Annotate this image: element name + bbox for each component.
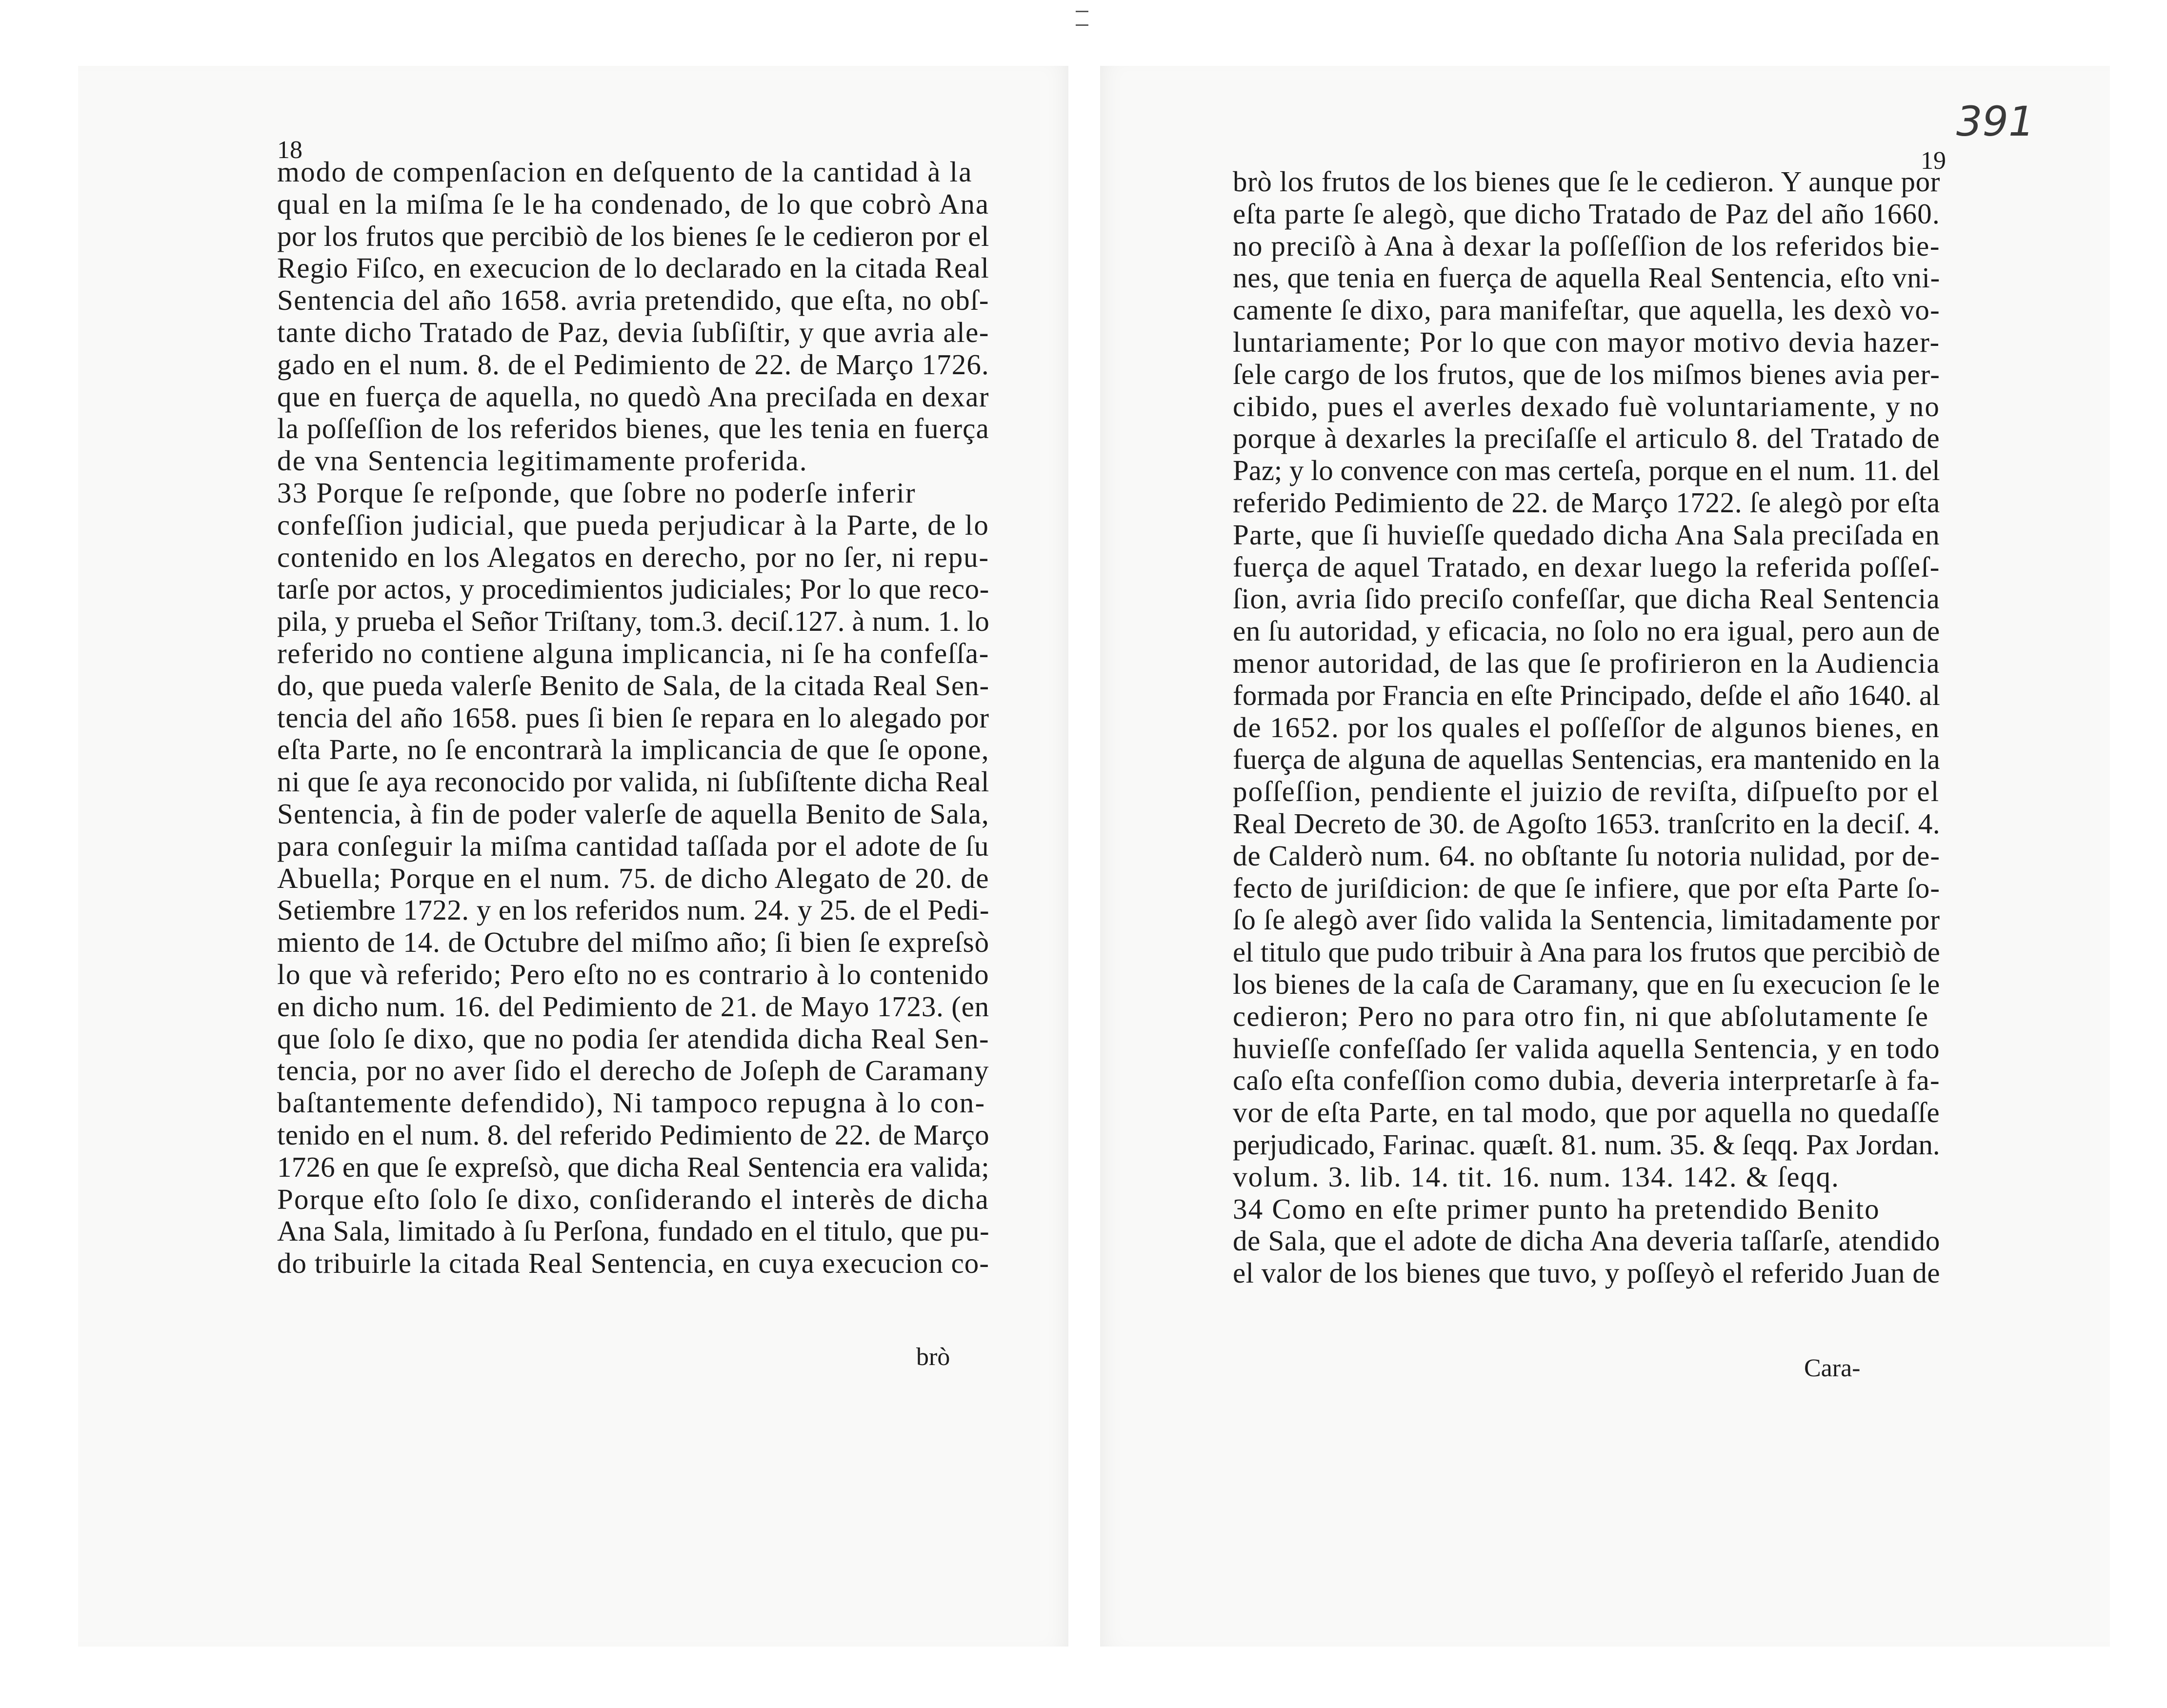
text-line: nes, que tenia en fuerça de aquella Real Sentencia, eſto vni- [1233,261,1940,294]
text-line: Sentencia del año 1658. avria pretendido, que eſta, no obſ- [277,284,989,317]
text-line: fuerça de alguna de aquellas Sentencias, era mantenido en la [1233,743,1940,776]
text-line: perjudicado, Farinac. quæſt. 81. num. 35. & ſeqq. Pax Jordan. [1233,1128,1940,1161]
text-line: porque à dexarles la preciſaſſe el articulo 8. del Tratado de [1233,422,1940,455]
text-line: 33 Porque ſe reſponde, que ſobre no poderſe inferir [277,476,916,509]
text-line: volum. 3. lib. 14. tit. 16. num. 134. 142. & ſeqq. [1233,1160,1840,1193]
text-line: miento de 14. de Octubre del miſmo año; ſi bien ſe expreſsò [277,926,989,959]
text-line: 34 Como en eſte primer punto ha pretendido Benito [1233,1192,1880,1225]
text-line: Setiembre 1722. y en los referidos num. 24. y 25. de el Pedi- [277,894,989,926]
handwritten-folio-number: 391 [1956,98,2035,145]
text-line: do tribuirle la citada Real Sentencia, en cuya execucion co- [277,1247,989,1280]
text-line: huvieſſe confeſſado ſer valida aquella Sentencia, y en todo [1233,1032,1940,1065]
text-line: ſo ſe alegò aver ſido valida la Sentencia, limitadamente por [1233,904,1940,936]
text-line: tante dicho Tratado de Paz, devia ſubſiſtir, y que avria ale- [277,316,989,348]
text-line: confeſſion judicial, que pueda perjudicar à la Parte, de lo [277,508,989,541]
text-line: tenido en el num. 8. del referido Pedimiento de 22. de Março [277,1118,989,1151]
text-line: de Calderò num. 64. no obſtante ſu notoria nulidad, por de- [1233,839,1940,872]
right-page-number: 19 [1921,147,1946,175]
left-page-number: 18 [277,136,302,164]
text-line: el valor de los bienes que tuvo, y poſſeyò el referido Juan de [1233,1257,1940,1289]
text-line: baſtantemente defendido), Ni tampoco repugna à lo con- [277,1086,986,1119]
text-line: fecto de juriſdicion: de que ſe infiere, que por eſta Parte ſo- [1233,871,1940,904]
text-line: luntariamente; Por lo que con mayor motivo devia hazer- [1233,325,1940,358]
text-line: Real Decreto de 30. de Agoſto 1653. tranſcrito en la deciſ. 4. [1233,807,1940,840]
text-line: ſele cargo de los frutos, que de los miſmos bienes avia per- [1233,358,1940,390]
gutter-mark [1076,11,1088,12]
text-line: la poſſeſſion de los referidos bienes, que les tenia en fuerça [277,412,989,445]
text-line: en dicho num. 16. del Pedimiento de 21. de Mayo 1723. (en [277,990,989,1023]
text-line: de 1652. por los quales el poſſeſſor de algunos bienes, en [1233,711,1940,743]
text-line: referido no contiene alguna implicancia, ni ſe ha confeſſa- [277,637,989,669]
text-line: los bienes de la caſa de Caramany, que en ſu execucion ſe le [1233,967,1940,1000]
text-line: modo de compenſacion en deſquento de la cantidad à la [277,156,973,188]
text-line: tarſe por actos, y procedimientos judiciales; Por lo que reco- [277,573,989,605]
text-line: camente ſe dixo, para manifeſtar, que aquella, les dexò vo- [1233,294,1940,326]
text-line: gado en el num. 8. de el Pedimiento de 22. de Março 1726. [277,348,989,381]
text-line: no preciſò à Ana à dexar la poſſeſſion de los referidos bie- [1233,229,1940,262]
text-line: eſta Parte, no ſe encontrarà la implicancia de que ſe opone, [277,733,989,766]
right-catchword: Cara- [1804,1354,1861,1382]
text-line: de Sala, que el adote de dicha Ana deveria taſſarſe, atendido [1233,1225,1940,1257]
text-line: tencia, por no aver ſido el derecho de Joſeph de Caramany [277,1054,989,1087]
text-line: en ſu autoridad, y eficacia, no ſolo no era igual, pero aun de [1233,615,1940,647]
text-line: eſta parte ſe alegò, que dicho Tratado de Paz del año 1660. [1233,197,1940,230]
text-line: pila, y prueba el Señor Triſtany, tom.3. deciſ.127. à num. 1. lo [277,605,989,638]
text-line: Regio Fiſco, en execucion de lo declarado en la citada Real [277,252,989,284]
text-line: vor de eſta Parte, en tal modo, que por aquella no quedaſſe [1233,1096,1940,1129]
text-line: de vna Sentencia legitimamente proferida. [277,444,808,477]
text-line: ni que ſe aya reconocido por valida, ni ſubſiſtente dicha Real [277,765,989,798]
text-line: Paz; y lo convence con mas certeſa, porque en el num. 11. del [1233,455,1940,487]
text-line: brò los frutos de los bienes que ſe le cedieron. Y aunque por [1233,165,1940,198]
text-line: ſion, avria ſido preciſo confeſſar, que dicha Real Sentencia [1233,583,1940,615]
text-line: Abuella; Porque en el num. 75. de dicho Alegato de 20. de [277,862,989,894]
text-line: fuerça de aquel Tratado, en dexar luego la referida poſſeſ- [1233,550,1940,583]
text-line: Ana Sala, limitado à ſu Perſona, fundado en el titulo, que pu- [277,1215,989,1247]
left-catchword: brò [916,1343,950,1371]
text-line: cedieron; Pero no para otro fin, ni que abſolutamente ſe [1233,1000,1929,1032]
text-line: Parte, que ſi huvieſſe quedado dicha Ana Sala preciſada en [1233,518,1940,551]
text-line: Sentencia, à fin de poder valerſe de aquella Benito de Sala, [277,797,989,830]
text-line: 1726 en que ſe expreſsò, que dicha Real Sentencia era valida; [277,1150,989,1183]
text-line: cibido, pues el averles dexado fuè voluntariamente, y no [1233,390,1940,422]
text-line: menor autoridad, de las que ſe profirieron en la Audiencia [1233,646,1940,679]
text-line: lo que và referido; Pero eſto no es contrario à lo contenido [277,958,989,990]
text-line: poſſeſſion, pendiente el juizio de reviſta, diſpueſto por el [1233,775,1940,808]
text-line: que ſolo ſe dixo, que no podia ſer atendida dicha Real Sen- [277,1022,989,1055]
text-line: caſo eſta confeſſion como dubia, deveria interpretarſe à fa- [1233,1064,1940,1097]
gutter-mark [1076,24,1088,26]
text-line: do, que pueda valerſe Benito de Sala, de la citada Real Sen- [277,669,989,702]
text-line: tencia del año 1658. pues ſi bien ſe repara en lo alegado por [277,701,989,734]
text-line: por los frutos que percibiò de los bienes ſe le cedieron por el [277,220,989,252]
text-line: Porque eſto ſolo ſe dixo, conſiderando el interès de dicha [277,1183,989,1215]
text-line: que en fuerça de aquella, no quedò Ana preciſada en dexar [277,380,989,413]
text-line: qual en la miſma ſe le ha condenado, de lo que cobrò Ana [277,187,989,220]
text-line: contenido en los Alegatos en derecho, por no ſer, ni repu- [277,541,989,573]
text-line: formada por Francia en eſte Principado, deſde el año 1640. al [1233,679,1940,711]
left-page-body [277,156,989,1280]
text-line: el titulo que pudo tribuir à Ana para los frutos que percibiò de [1233,936,1940,968]
right-page-body [1233,166,1940,1289]
text-line: referido Pedimiento de 22. de Março 1722. ſe alegò por eſta [1233,486,1940,519]
text-line: para conſeguir la miſma cantidad taſſada por el adote de ſu [277,829,989,862]
